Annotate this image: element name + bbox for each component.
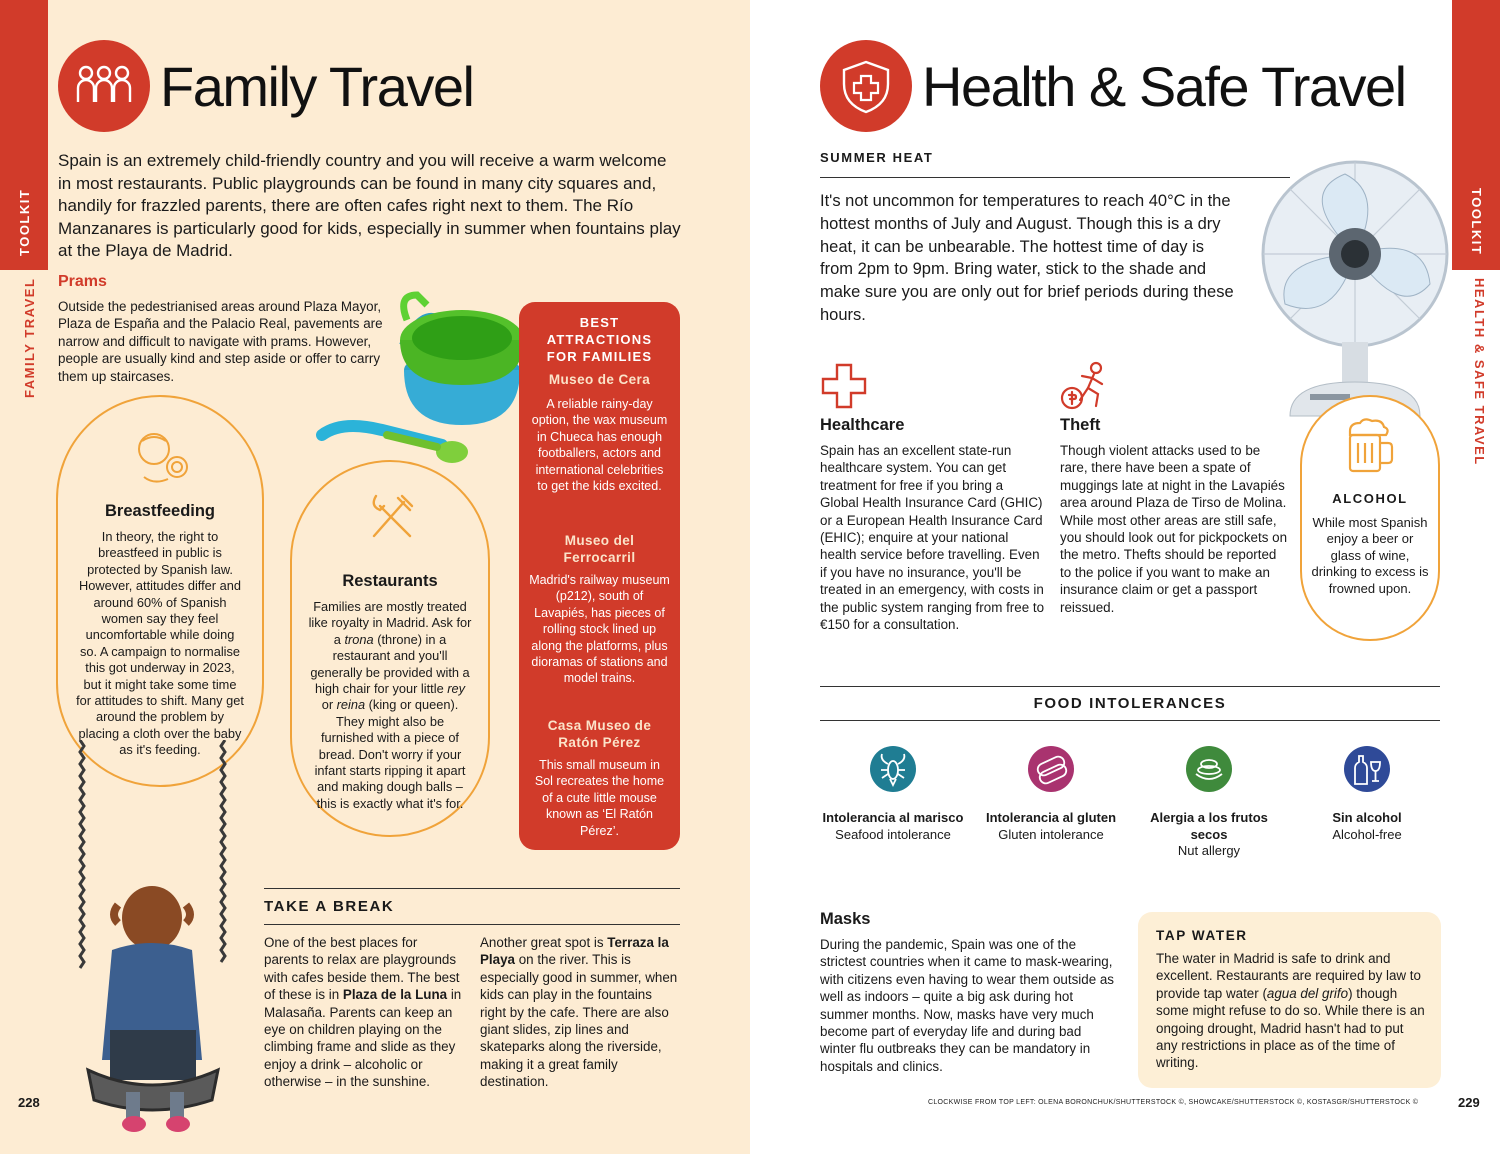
attraction-text: This small museum in Sol recreates the home of a cute little mouse known as ‘El Ratón Pérez’.	[534, 758, 665, 838]
side-tab-toolkit	[0, 0, 48, 270]
thief-running-icon	[1058, 360, 1112, 412]
intro-paragraph: Spain is an extremely child-friendly country and you will receive a warm welcome in most restaurants. Public playgrounds can be found in many city squares and, handily for frazzled parents, there are often cafes right next to them. The Río Manzanares is particularly good for kids, especially in summer when fountains play at the Playa de Madrid.	[58, 151, 681, 260]
take-a-break-column-1: One of the best places for parents to relax are playgrounds with cafes beside them. The best of these is in Plaza de la Luna in Malasaña. Parents can keep an eye on children playing on the climbing frame and slide as they enjoy a drink – alcoholic or otherwise – in the sunshine.	[264, 935, 462, 1090]
prams-text: Outside the pedestrianised areas around Plaza Mayor, Plaza de España and the Palacio Real, pavements are narrow and difficult to navigate with prams. However, people are usually kind and step aside or offer to carry them up staircases.	[58, 299, 383, 384]
attraction-name: Casa Museo de Ratón Pérez	[547, 718, 652, 750]
tap-water-heading: TAP WATER	[1156, 928, 1248, 943]
summer-heat-text: It's not uncommon for temperatures to reach 40°C in the hottest months of July and August. Though this is a dry heat, it can be unbearable. The hottest time of day is from 2pm to 9pm. Bring water, stick to the shade and make sure you are only out for brief periods during these hours.	[820, 192, 1234, 324]
beer-mug-icon	[1342, 417, 1398, 477]
breastfeeding-heading: Breastfeeding	[104, 502, 216, 520]
right-page	[750, 0, 1500, 1154]
page-number-right: 229	[1458, 1095, 1480, 1110]
best-attractions-box	[519, 302, 680, 850]
photo-credits: CLOCKWISE FROM TOP LEFT: OLENA BORONCHUK/SHUTTERSTOCK ©, SHOWCAKE/SHUTTERSTOCK ©, KOSTASGR/SHUTTERSTOCK ©	[928, 1099, 1419, 1106]
food-item-gluten: Intolerancia al gluten Gluten intolerance	[985, 810, 1117, 842]
cutlery-icon	[364, 490, 420, 546]
food-item-alcohol-free: Sin alcohol Alcohol-free	[1332, 810, 1402, 842]
side-label-family-travel: FAMILY TRAVEL	[22, 277, 37, 398]
tap-water-text: The water in Madrid is safe to drink and excellent. Restaurants are required by law to provide tap water (agua del grifo) though some might refuse to do so. While there is an ongoing drought, Madrid hasn't had to put any restrictions in place as of the time of writing.	[1156, 951, 1425, 1071]
best-attractions-heading: BEST ATTRACTIONS FOR FAMILIES	[546, 315, 653, 364]
summer-heat-rule	[820, 177, 1290, 178]
medical-shield-icon	[820, 40, 912, 132]
alcohol-heading: ALCOHOL	[1332, 491, 1408, 506]
restaurants-card	[290, 460, 490, 837]
nuts-bowl-icon	[1186, 746, 1232, 792]
restaurants-heading: Restaurants	[342, 572, 438, 590]
attraction-text: Madrid's railway museum (p212), south of Lavapiés, has pieces of rolling stock lined up along the platforms, plus dioramas of stations and model trains.	[529, 573, 670, 686]
masks-heading: Masks	[820, 910, 871, 928]
theft-text: Though violent attacks used to be rare, there have been a spate of muggings late at night in the Lavapiés area around Plaza de Tirso de Molina. While most other areas are still safe, you should look out for pickpockets on the metro. Thefts should be reported to the police if you want to make an insurance claim or get a passport reissued.	[1060, 443, 1288, 615]
take-a-break-rule-bottom	[264, 924, 680, 925]
page-number-left: 228	[18, 1095, 40, 1110]
attraction-name: Museo del Ferrocarril	[563, 533, 636, 565]
masks-text: During the pandemic, Spain was one of the strictest countries when it came to mask-wearing, with citizens even having to wear them outside as well as indoors – quite a big ask during hot summer months. Now, masks have very much become part of everyday life and during bad winter flu outbreaks they can be mandatory in hospitals and clinics.	[820, 937, 1115, 1074]
breastfeeding-icon	[130, 427, 194, 487]
child-on-swing-photo	[40, 740, 260, 1154]
electric-fan-photo	[1250, 156, 1460, 426]
healthcare-heading: Healthcare	[820, 416, 905, 434]
page-title-health-safe-travel: Health & Safe Travel	[922, 55, 1406, 118]
food-intolerances-heading: FOOD INTOLERANCES	[1033, 695, 1227, 712]
wine-bottle-icon	[1344, 746, 1390, 792]
healthcare-text: Spain has an excellent state-run healthcare system. You can get treatment for free if you bring a Global Health Insurance Card (GHIC) or a European Health Insurance Card (EHIC); enquire at your national health service before travelling. Even if you have no insurance, you'll be treated in an emergency, with costs in the public system ranging from free to €150 for a consultation.	[820, 443, 1045, 633]
attraction-name: Museo de Cera	[548, 372, 651, 387]
lobster-icon	[870, 746, 916, 792]
page-title-family-travel: Family Travel	[160, 55, 474, 118]
breastfeeding-text: In theory, the right to breastfeed in public is protected by Spanish law. However, attitudes differ and around 60% of Spanish women say they feel uncomfortable while doing so. A campaign to normalise this got underway in 2023, but it might take some time for attitudes to shift. Many get around the problem by placing a cloth over the baby as it's feeding.	[76, 529, 244, 758]
attraction-text: A reliable rainy-day option, the wax museum in Chueca has enough footballers, actors and international celebrities to get the kids excited.	[531, 397, 668, 494]
food-item-seafood: Intolerancia al marisco Seafood intolerance	[822, 810, 964, 842]
food-item-nuts: Alergia a los frutos secos Nut allergy	[1150, 810, 1268, 858]
alcohol-card	[1300, 395, 1440, 641]
side-label-toolkit: TOOLKIT	[17, 188, 32, 256]
take-a-break-column-2: Another great spot is Terraza la Playa on the river. This is especially good in summer, when kids can play in the fountains right by the cafe. There are also giant slides, zip lines and skateparks along the riverside, making it a great family destination.	[480, 935, 678, 1090]
breastfeeding-card	[56, 395, 264, 787]
take-a-break-heading: TAKE A BREAK	[264, 898, 395, 915]
theft-heading: Theft	[1060, 416, 1101, 434]
food-rule-top	[820, 686, 1440, 687]
alcohol-text: While most Spanish enjoy a beer or glass of wine, drinking to excess is frowned upon.	[1311, 515, 1429, 596]
side-label-health-safe-travel: HEALTH & SAFE TRAVEL	[1472, 278, 1487, 466]
side-label-toolkit-right: TOOLKIT	[1469, 188, 1484, 256]
summer-heat-heading: SUMMER HEAT	[820, 150, 934, 165]
take-a-break-rule-top	[264, 888, 680, 889]
prams-heading: Prams	[58, 273, 107, 290]
bread-icon	[1028, 746, 1074, 792]
baby-bowl-illustration	[312, 290, 532, 480]
food-rule-bottom	[820, 720, 1440, 721]
first-aid-cross-icon	[820, 362, 868, 410]
restaurants-text: Families are mostly treated like royalty in Madrid. Ask for a trona (throne) in a restaurant and you'll generally be provided with a high chair for your little rey or reina (king or queen). They might also be furnished with a piece of bread. Don't worry if your infant starts ripping it apart and making dough balls – this is exactly what it's for.	[308, 599, 472, 811]
family-icon	[58, 40, 150, 132]
tap-water-box	[1138, 912, 1441, 1088]
